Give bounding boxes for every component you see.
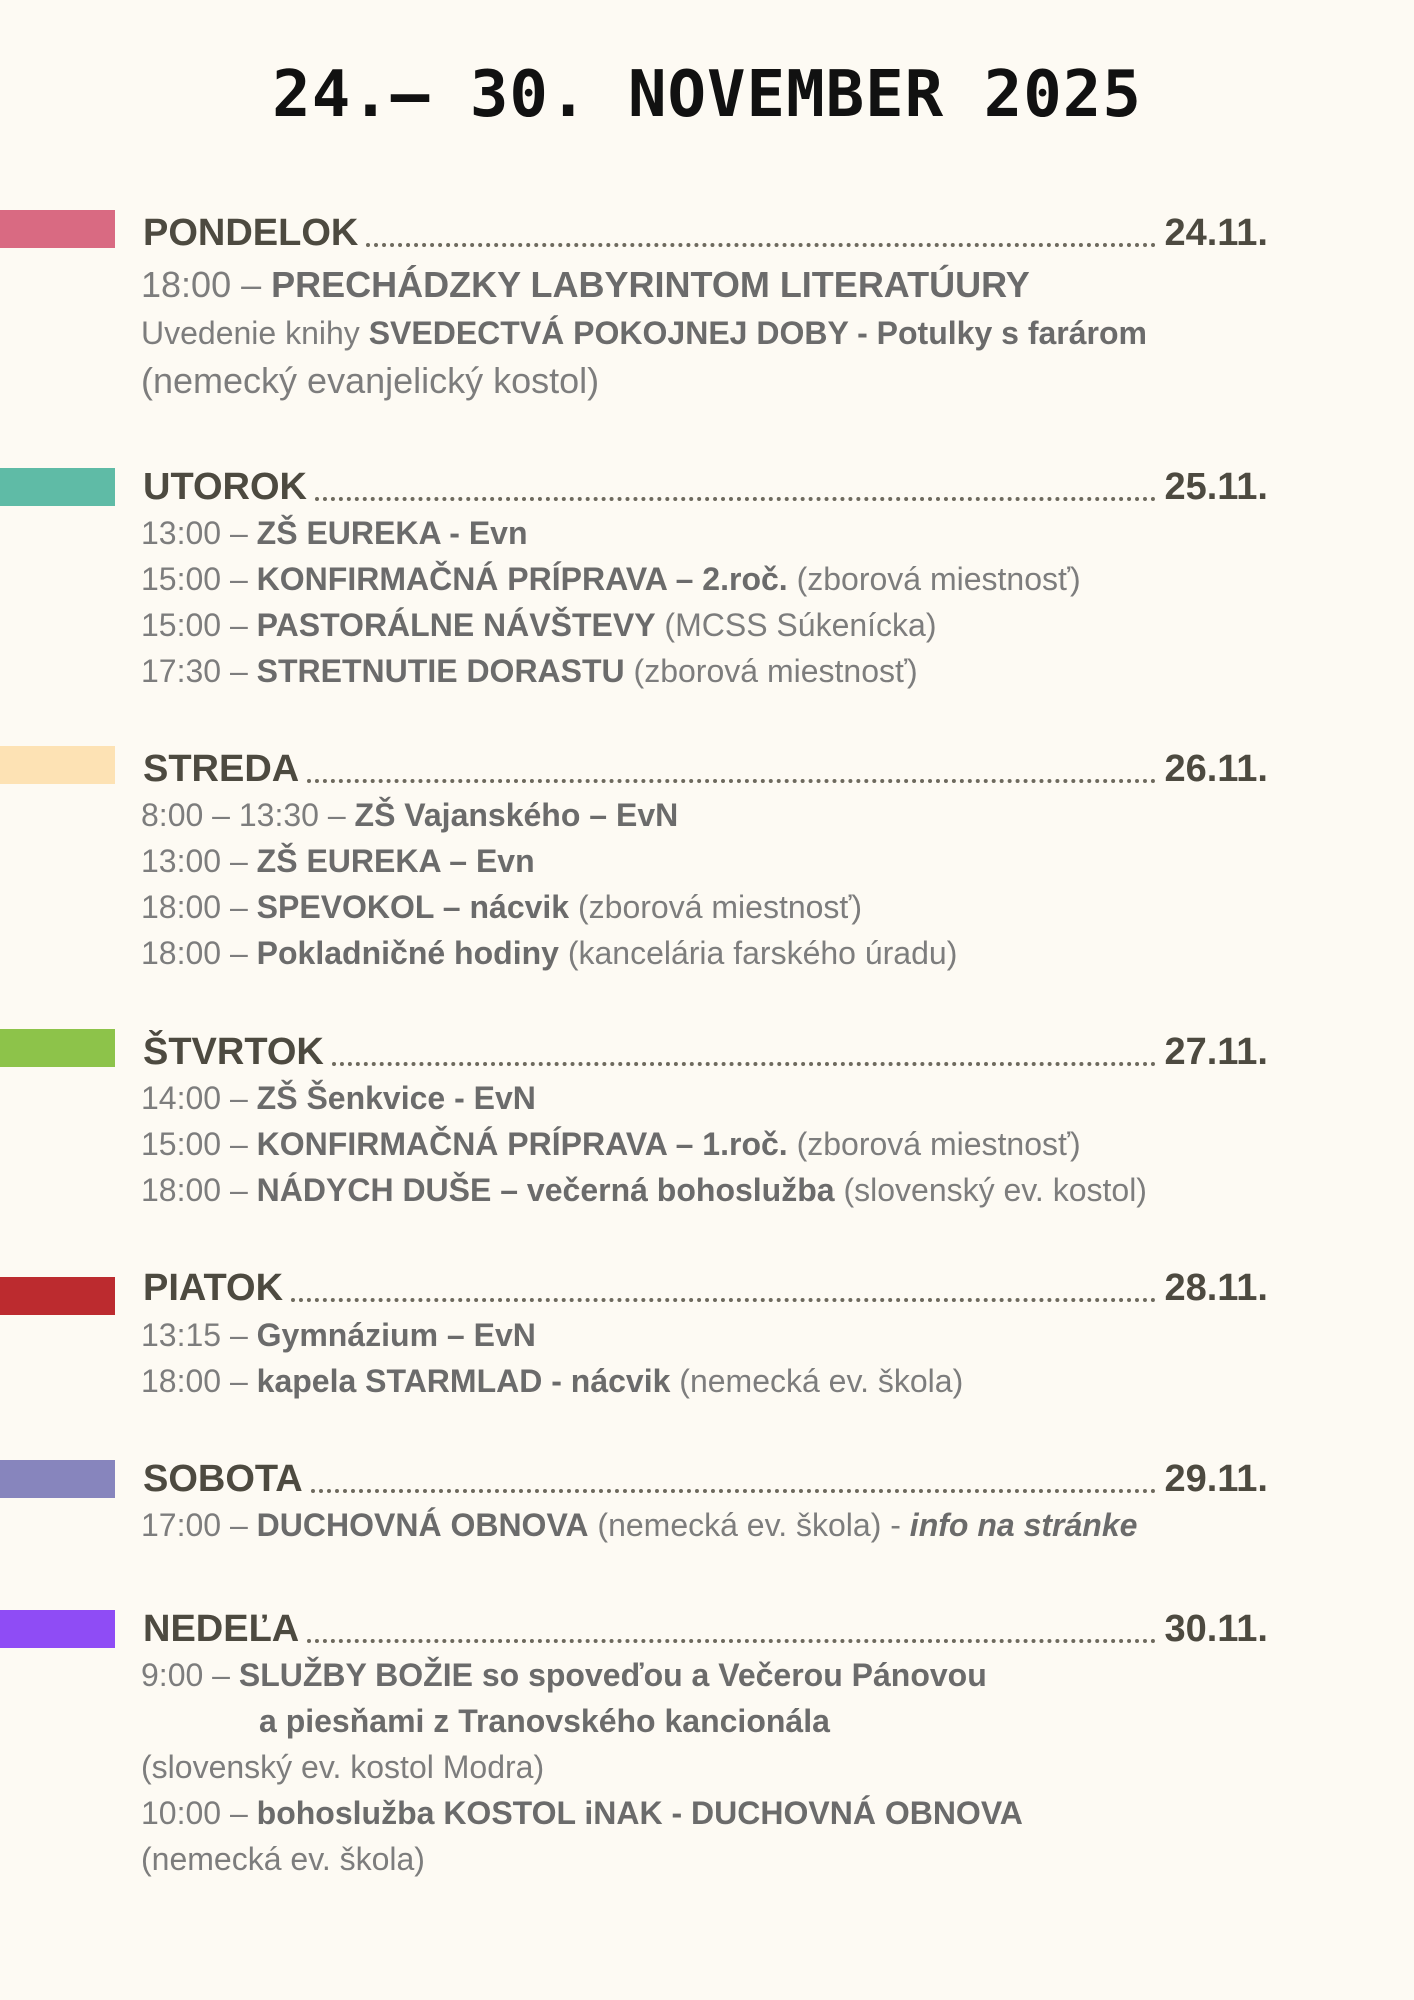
leader-dots bbox=[332, 1062, 1157, 1066]
event-list bbox=[141, 260, 1341, 406]
event-list bbox=[141, 1502, 1341, 1548]
event-line: (nemecký evanjelický kostol) bbox=[141, 360, 600, 401]
day-header bbox=[143, 210, 1268, 256]
day-header bbox=[143, 1265, 1268, 1311]
event-line: 15:00 – PASTORÁLNE NÁVŠTEVY (MCSS Súkenícka) bbox=[141, 607, 937, 643]
event-line: 17:30 – STRETNUTIE DORASTU (zborová miestnosť) bbox=[141, 653, 918, 689]
day-color-bar bbox=[0, 468, 115, 506]
day-header bbox=[143, 1606, 1268, 1652]
event-line: a piesňami z Tranovského kancionála bbox=[259, 1703, 830, 1739]
day-color-bar bbox=[0, 746, 115, 784]
day-name: NEDEĽA bbox=[143, 1608, 300, 1650]
leader-dots bbox=[307, 779, 1156, 783]
day-header bbox=[143, 746, 1268, 792]
day-name: PONDELOK bbox=[143, 212, 359, 254]
event-line: 18:00 – kapela STARMLAD - nácvik (nemecká ev. škola) bbox=[141, 1363, 964, 1399]
leader-dots bbox=[366, 243, 1156, 247]
event-line: 13:00 – ZŠ EUREKA – Evn bbox=[141, 843, 535, 879]
day-name: STREDA bbox=[143, 748, 300, 790]
event-line: (nemecká ev. škola) bbox=[141, 1841, 425, 1877]
day-name: UTOROK bbox=[143, 466, 307, 508]
event-list bbox=[141, 1652, 1341, 1882]
event-list bbox=[141, 792, 1341, 976]
leader-dots bbox=[291, 1298, 1156, 1302]
event-line: (slovenský ev. kostol Modra) bbox=[141, 1749, 545, 1785]
day-header bbox=[143, 1456, 1268, 1502]
day-color-bar bbox=[0, 1610, 115, 1648]
event-line: 18:00 – PRECHÁDZKY LABYRINTOM LITERATÚURY bbox=[141, 264, 1030, 305]
day-header bbox=[143, 1029, 1268, 1075]
leader-dots bbox=[311, 1489, 1157, 1493]
day-color-bar bbox=[0, 1460, 115, 1498]
event-line: 18:00 – SPEVOKOL – nácvik (zborová miestnosť) bbox=[141, 889, 863, 925]
day-name: SOBOTA bbox=[143, 1458, 303, 1500]
event-line: 10:00 – bohoslužba KOSTOL iNAK - DUCHOVNÁ OBNOVA bbox=[141, 1795, 1023, 1831]
day-name: PIATOK bbox=[143, 1267, 284, 1309]
day-color-bar bbox=[0, 210, 115, 248]
day-name: ŠTVRTOK bbox=[143, 1031, 324, 1073]
day-date: 25.11. bbox=[1164, 466, 1268, 508]
event-line: 8:00 – 13:30 – ZŠ Vajanského – EvN bbox=[141, 797, 679, 833]
event-list bbox=[141, 1075, 1341, 1213]
event-line: 9:00 – SLUŽBY BOŽIE so spoveďou a Večerou Pánovou bbox=[141, 1657, 987, 1693]
event-line: Uvedenie knihy SVEDECTVÁ POKOJNEJ DOBY - Potulky s farárom bbox=[141, 315, 1147, 351]
day-date: 24.11. bbox=[1164, 212, 1268, 254]
event-line: 15:00 – KONFIRMAČNÁ PRÍPRAVA – 2.roč. (zborová miestnosť) bbox=[141, 561, 1081, 597]
event-line: 13:00 – ZŠ EUREKA - Evn bbox=[141, 515, 528, 551]
day-header bbox=[143, 464, 1268, 510]
event-list bbox=[141, 1312, 1341, 1404]
event-line: 18:00 – Pokladničné hodiny (kancelária farského úradu) bbox=[141, 935, 958, 971]
event-line: 18:00 – NÁDYCH DUŠE – večerná bohoslužba (slovenský ev. kostol) bbox=[141, 1172, 1147, 1208]
page-title: 24.– 30. NOVEMBER 2025 bbox=[272, 58, 1142, 132]
day-date: 26.11. bbox=[1164, 748, 1268, 790]
event-list bbox=[141, 510, 1341, 694]
day-date: 27.11. bbox=[1164, 1031, 1268, 1073]
day-color-bar bbox=[0, 1277, 115, 1315]
day-date: 29.11. bbox=[1164, 1458, 1268, 1500]
event-line: 17:00 – DUCHOVNÁ OBNOVA (nemecká ev. škola) - info na stránke bbox=[141, 1507, 1138, 1543]
day-color-bar bbox=[0, 1029, 115, 1067]
event-line: 14:00 – ZŠ Šenkvice - EvN bbox=[141, 1080, 536, 1116]
event-line: 13:15 – Gymnázium – EvN bbox=[141, 1317, 536, 1353]
day-date: 30.11. bbox=[1164, 1608, 1268, 1650]
leader-dots bbox=[315, 497, 1156, 501]
event-line: 15:00 – KONFIRMAČNÁ PRÍPRAVA – 1.roč. (zborová miestnosť) bbox=[141, 1126, 1081, 1162]
leader-dots bbox=[307, 1639, 1156, 1643]
day-date: 28.11. bbox=[1164, 1267, 1268, 1309]
